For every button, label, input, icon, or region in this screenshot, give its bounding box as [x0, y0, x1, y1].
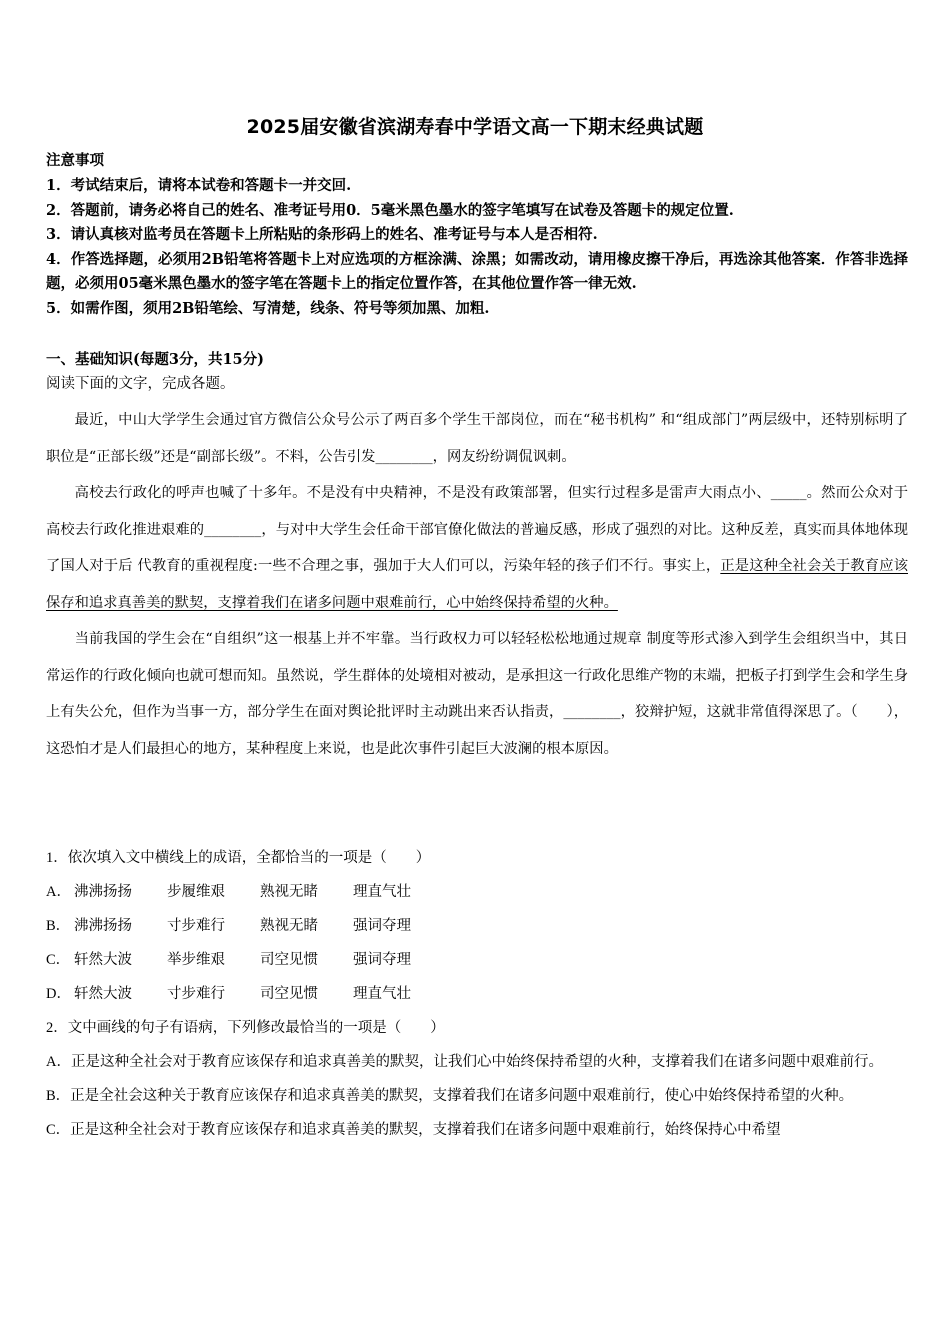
option-word: 沸沸扬扬: [74, 884, 132, 900]
notice-item: 4．作答选择题，必须用2B铅笔将答题卡上对应选项的方框涂满、涂黑；如需改动，请用橡皮擦干净后，再选涂其他答案．作答非选择题，必须用05毫米黑色墨水的签字笔在答题卡上的指定位置作答，在其他位置作答一律无效.: [46, 250, 908, 292]
question-2-option-a: A．正是这种全社会对于教育应该保存和追求真善美的默契，让我们心中始终保持希望的火种，支撑着我们在诸多问题中艰难前行。: [46, 1054, 883, 1070]
option-word: 强词夺理: [353, 952, 411, 968]
notice-list: [46, 174, 908, 321]
option-word: 熟视无睹: [260, 918, 318, 934]
question-1-option-a: [46, 875, 908, 909]
section-header: [46, 348, 908, 396]
notice-heading: 注意事项: [46, 152, 104, 169]
option-letter: D．: [46, 986, 71, 1002]
option-word: 举步维艰: [167, 952, 225, 968]
underlined-sentence: 正是这种全社会关于教育应该保存和追求真善美的默契，支撑着我们在诸多问题中艰难前行，心中始终保持希望的火种。: [46, 558, 908, 611]
option-word: 理直气壮: [353, 986, 411, 1002]
notice-item: 1．考试结束后，请将本试卷和答题卡一并交回.: [46, 177, 352, 194]
option-word: 轩然大波: [74, 986, 132, 1002]
question-1-option-d: [46, 977, 908, 1011]
option-word: 寸步难行: [167, 918, 225, 934]
question-1-option-c: [46, 943, 908, 977]
option-letter: C．: [46, 952, 71, 968]
option-word: 步履维艰: [167, 884, 225, 900]
question-2-stem: 2．文中画线的句子有语病，下列修改最恰当的一项是（ ）: [46, 1020, 445, 1036]
passage-text: 高校去行政化的呼声也喊了十多年。不是没有中央精神，不是没有政策部署，但实行过程多是雷声大雨点小、_____。然而公众对于高校去行政化推进艰难的________，与对中大学生会任命干部官僚化做法的普遍反感，形成了强烈的对比。这种反差，真实而具体地体现了国人对于后 代教育的重视程度:一些不合理之事，强加于大人们可以，污染年轻的孩子们不行。事实上，: [46, 485, 908, 574]
option-word: 轩然大波: [74, 952, 132, 968]
notice-item: 5．如需作图，须用2B铅笔绘、写清楚，线条、符号等须加黑、加粗.: [46, 299, 490, 317]
question-1-stem: 1．依次填入文中横线上的成语，全都恰当的一项是（ ）: [46, 850, 431, 866]
passage-paragraph-3: 当前我国的学生会在“自组织”这一根基上并不牢靠。当行政权力可以轻轻松松地通过规章 制度等形式渗入到学生会组织当中，其日常运作的行政化倾向也就可想而知。虽然说，学生群体的处境相对被动，是承担这一行政化思维产物的末端，把板子打到学生会和学生身上有失公允，但作为当事一方，部分学生在面对舆论批评时主动跳出来否认指责，________，狡辩护短，这就非常值得深思了。（ ），这恐怕才是人们最担心的地方，某种程度上来说，也是此次事件引起巨大波澜的根本原因。: [46, 631, 908, 757]
page-title: 2025届安徽省滨湖寿春中学语文高一下期末经典试题: [246, 116, 704, 138]
question-1-option-b: [46, 909, 908, 943]
option-word: 司空见惯: [260, 952, 318, 968]
option-word: 司空见惯: [260, 986, 318, 1002]
passage-paragraph-2: [46, 475, 908, 621]
questions: [46, 841, 908, 1147]
option-letter: B．: [46, 918, 71, 934]
option-word: 熟视无睹: [260, 884, 318, 900]
section-title: 一、基础知识(每题3分，共15分): [46, 351, 264, 368]
option-word: 寸步难行: [167, 986, 225, 1002]
passage-paragraph-1: 最近，中山大学学生会通过官方微信公众号公示了两百多个学生干部岗位，而在“秘书机构” 和“组成部门”两层级中，还特别标明了职位是“正部长级”还是“副部长级”。不料，公告引发________，网友纷纷调侃讽刺。: [46, 412, 908, 465]
reading-passage: [46, 402, 908, 767]
notice-item: 3．请认真核对监考员在答题卡上所粘贴的条形码上的姓名、准考证号与本人是否相符.: [46, 226, 598, 243]
option-word: 理直气壮: [353, 884, 411, 900]
option-word: 沸沸扬扬: [74, 918, 132, 934]
notice-item: 2．答题前，请务必将自己的姓名、准考证号用0．5毫米黑色墨水的签字笔填写在试卷及答题卡的规定位置.: [46, 201, 734, 219]
option-word: 强词夺理: [353, 918, 411, 934]
section-instruction: 阅读下面的文字，完成各题。: [46, 376, 235, 392]
option-letter: A．: [46, 884, 71, 900]
question-2-option-b: B．正是全社会这种关于教育应该保存和追求真善美的默契，支撑着我们在诸多问题中艰难前行，使心中始终保持希望的火种。: [46, 1088, 854, 1104]
question-2-option-c: C．正是这种全社会对于教育应该保存和追求真善美的默契，支撑着我们在诸多问题中艰难前行，始终保持心中希望: [46, 1122, 781, 1138]
